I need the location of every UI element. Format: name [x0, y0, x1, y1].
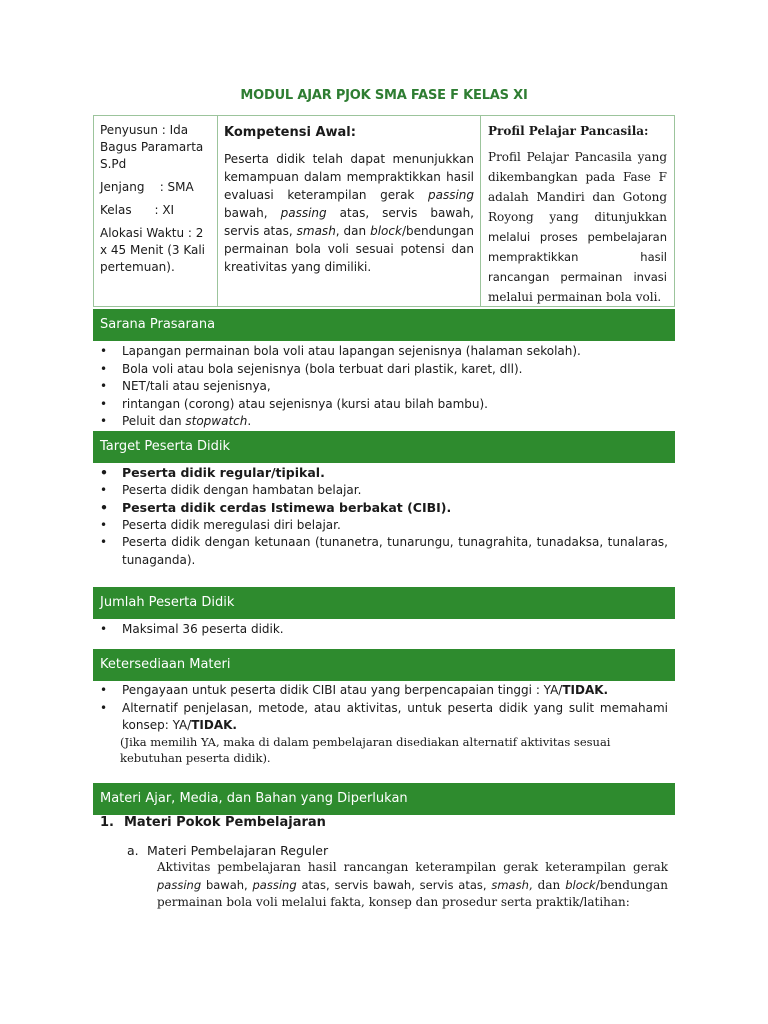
list-item: • Pengayaan untuk peserta didik CIBI atau yang berpencapaian tinggi : YA/TIDAK. — [100, 682, 668, 700]
alokasi-text: Alokasi Waktu : 2 x 45 Menit (3 Kali pertemuan). — [100, 226, 206, 274]
info-cell-kompetensi — [218, 116, 481, 306]
list-item: • Lapangan permainan bola voli atau lapangan sejenisnya (halaman sekolah). — [100, 343, 668, 361]
list-item: • Alternatif penjelasan, metode, atau aktivitas, untuk peserta didik yang sulit memahami konsep: YA/TIDAK. — [100, 700, 668, 735]
profil-heading: Profil Pelajar Pancasila: — [488, 124, 649, 138]
section-ketersediaan-heading: Ketersediaan Materi — [93, 649, 675, 681]
info-table — [93, 115, 675, 307]
ketersediaan-list — [100, 682, 668, 735]
list-item: • NET/tali atau sejenisnya, — [100, 378, 668, 396]
section-target-heading: Target Peserta Didik — [93, 431, 675, 463]
sarana-list — [100, 343, 668, 431]
list-item: • Maksimal 36 peserta didik. — [100, 621, 668, 639]
jenjang-text: Jenjang : SMA — [100, 180, 194, 194]
list-item: • rintangan (corong) atau sejenisnya (kursi atau bilah bambu). — [100, 396, 668, 414]
section-sarana-heading: Sarana Prasarana — [93, 309, 675, 341]
list-item: • Peserta didik dengan ketunaan (tunanetra, tunarungu, tunagrahita, tunadaksa, tunalaras, tunaganda). — [100, 534, 668, 569]
list-item: • Peluit dan stopwatch. — [100, 413, 668, 431]
penyusun-text: Penyusun : Ida Bagus Paramarta S.Pd — [100, 123, 204, 171]
profil-text: Profil Pelajar Pancasila yang dikembangkan pada Fase F adalah Mandiri dan Gotong Royong yang ditunjukkan melalui proses pembelajaran mempraktikkan hasil rancangan permainan invasi melalui permainan bola voli. — [488, 150, 667, 304]
list-item: • Peserta didik dengan hambatan belajar. — [100, 482, 668, 500]
materi-pokok-heading: 1. Materi Pokok Pembelajaran — [100, 815, 326, 830]
kelas-text: Kelas : XI — [100, 203, 175, 217]
materi-reguler-heading: a. Materi Pembelajaran Reguler — [127, 843, 329, 858]
document-title: MODUL AJAR PJOK SMA FASE F KELAS XI — [240, 88, 528, 103]
list-item: • Peserta didik regular/tipikal. — [100, 464, 668, 482]
jumlah-list — [100, 621, 668, 639]
info-cell-profil — [481, 116, 674, 306]
info-cell-identity — [94, 116, 218, 306]
kompetensi-heading: Kompetensi Awal: — [224, 125, 356, 140]
section-materi-heading: Materi Ajar, Media, dan Bahan yang Diperlukan — [93, 783, 675, 815]
target-list — [100, 464, 668, 570]
list-item: • Bola voli atau bola sejenisnya (bola terbuat dari plastik, karet, dll). — [100, 361, 668, 379]
ketersediaan-note: (Jika memilih YA, maka di dalam pembelajaran disediakan alternatif aktivitas sesuai kebutuhan peserta didik). — [120, 735, 611, 765]
list-item: • Peserta didik meregulasi diri belajar. — [100, 517, 668, 535]
section-jumlah-heading: Jumlah Peserta Didik — [93, 587, 675, 619]
list-item: • Peserta didik cerdas Istimewa berbakat (CIBI). — [100, 499, 668, 517]
kompetensi-text: Peserta didik telah dapat menunjukkan kemampuan dalam mempraktikkan hasil evaluasi keterampilan gerak passing bawah, passing atas, servis bawah, servis atas, smash, dan block/bendungan permainan bola voli sesuai potensi dan kreativitas yang dimiliki. — [224, 152, 474, 274]
materi-paragraph: Aktivitas pembelajaran hasil rancangan keterampilan gerak keterampilan gerak passing bawah, passing atas, servis bawah, servis atas, smash, dan block/bendungan permainan bola voli melalui fakta, konsep dan prosedur serta praktik/latihan: — [157, 860, 668, 909]
